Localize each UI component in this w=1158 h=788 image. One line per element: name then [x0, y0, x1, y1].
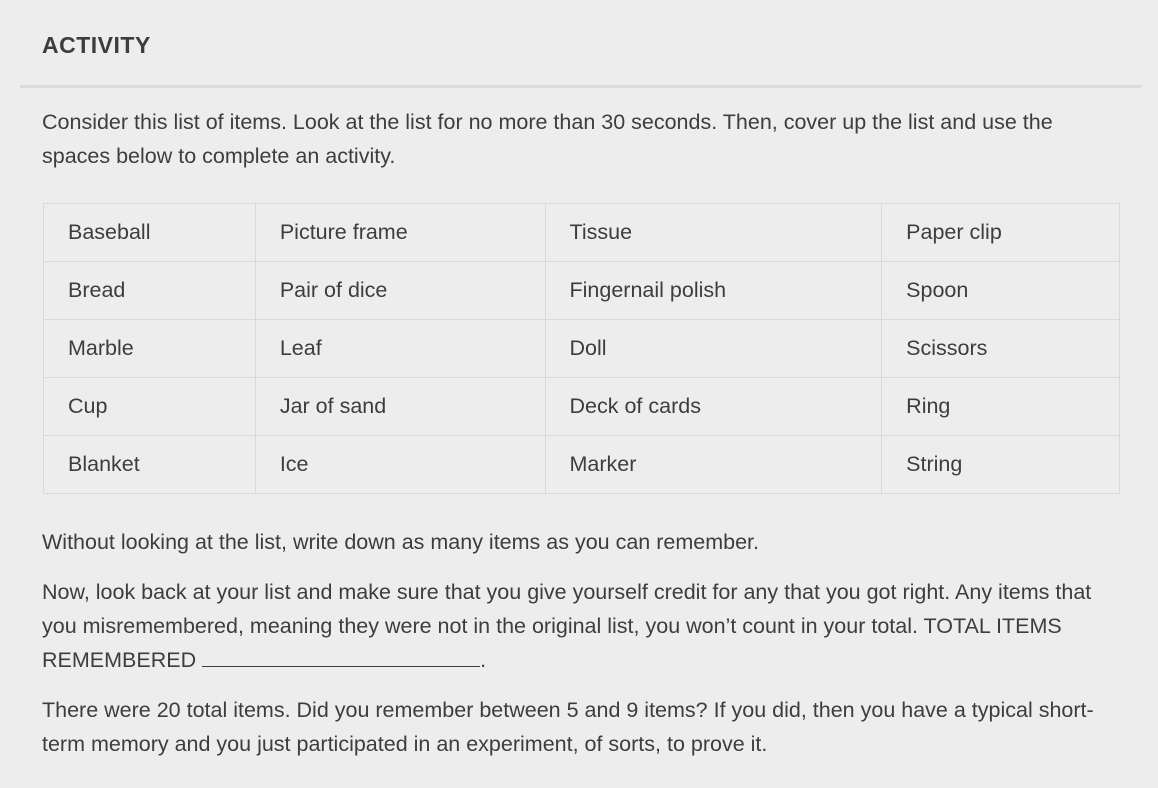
table-cell: Tissue	[545, 204, 882, 262]
activity-content	[42, 105, 1124, 761]
table-cell: String	[882, 436, 1120, 494]
total-items-blank	[202, 644, 480, 667]
score-period: .	[480, 648, 487, 672]
activity-title: ACTIVITY	[42, 32, 151, 58]
recall-instruction: Without looking at the list, write down as many items as you can remember.	[42, 530, 759, 554]
table-cell: Blanket	[44, 436, 256, 494]
table-row	[44, 436, 1120, 494]
table-cell: Baseball	[44, 204, 256, 262]
table-cell: Paper clip	[882, 204, 1120, 262]
table-cell: Deck of cards	[545, 378, 882, 436]
table-cell: Marker	[545, 436, 882, 494]
table-cell: Doll	[545, 320, 882, 378]
table-cell: Marble	[44, 320, 256, 378]
table-row	[44, 262, 1120, 320]
table-cell: Picture frame	[255, 204, 545, 262]
score-paragraph	[42, 575, 1124, 677]
table-cell: Bread	[44, 262, 256, 320]
table-cell: Ice	[255, 436, 545, 494]
table-cell: Fingernail polish	[545, 262, 882, 320]
table-row	[44, 378, 1120, 436]
table-cell: Jar of sand	[255, 378, 545, 436]
score-instruction: Now, look back at your list and make sure that you give yourself credit for any that you got right. Any items that you misremembered, meaning they were not in the original list, you won’t count in your total. TOTAL ITEMS REMEMBERED	[42, 580, 1092, 672]
conclusion-paragraph: There were 20 total items. Did you remember between 5 and 9 items? If you did, then you have a typical short-term memory and you just participated in an experiment, of sorts, to prove it.	[42, 698, 1094, 756]
table-row	[44, 320, 1120, 378]
table-cell: Scissors	[882, 320, 1120, 378]
table-row	[44, 204, 1120, 262]
intro-paragraph: Consider this list of items. Look at the list for no more than 30 seconds. Then, cover up the list and use the spaces below to complete an activity.	[42, 110, 1053, 168]
table-cell: Ring	[882, 378, 1120, 436]
activity-header	[20, 0, 1142, 88]
table-cell: Cup	[44, 378, 256, 436]
items-table	[43, 203, 1120, 494]
table-cell: Leaf	[255, 320, 545, 378]
table-cell: Spoon	[882, 262, 1120, 320]
table-cell: Pair of dice	[255, 262, 545, 320]
